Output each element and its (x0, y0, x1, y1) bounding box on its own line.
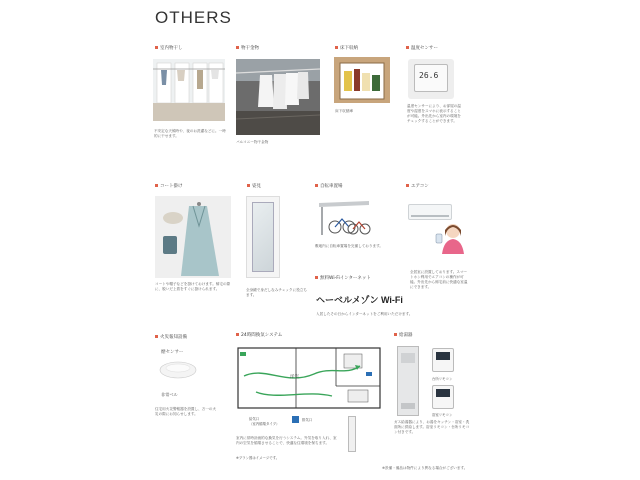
water-heater-photo (397, 346, 419, 416)
temp-sensor-label: 温度センサー (406, 46, 438, 52)
indoor-drying-photo (153, 59, 225, 121)
aircon-woman-illustration (432, 220, 466, 254)
ventilation-footnote: ※プラン図はイメージです。 (236, 456, 280, 460)
fire-alarm-bell: 非常ベル (161, 392, 178, 397)
mirror-label: 姿見 (247, 184, 261, 190)
ventilation-legend-in: 給気口 (249, 417, 260, 421)
ventilation-legend-out: 排気口 (302, 418, 313, 422)
ventilation-label: 24時間換気システム (236, 333, 282, 339)
laundry-pole-label: 物干金物 (236, 46, 259, 52)
bicycle-photo (315, 197, 373, 237)
water-heater-desc: ガス給湯器により、お湯をキッチン・浴室・洗面所に供給します。浴室リモコン・台所リモコン付きです。 (394, 420, 470, 434)
fire-alarm-label: 火災報知設備 (155, 335, 187, 341)
laundry-pole-desc: バルコニー物干金物 (236, 140, 269, 144)
kitchen-remote-photo (432, 348, 454, 372)
page-title: OTHERS (155, 8, 232, 27)
indoor-drying-label: 室内物干し (155, 46, 183, 52)
supply-arrow-icon (236, 416, 246, 422)
aircon-photo (408, 204, 452, 220)
ventilation-floorplan (236, 346, 382, 410)
mirror-desc: 全身鏡で身だしなみチェックに役立ちます。 (246, 288, 307, 297)
wifi-desc: 入居したその日からインターネットをご利用いただけます。 (316, 312, 413, 316)
vent-switch-photo (348, 416, 356, 452)
aircon-desc: 全居室に設置しております。スマートホン利用でエアコンの操作が可能。外出先から帰宅前に快適な室温にできます。 (410, 270, 468, 289)
mirror-photo (246, 196, 280, 278)
bath-remote-label: 浴室リモコン (432, 413, 453, 417)
ventilation-desc: 室内に常時計画的な換気を行うシステム。外気を取り入れ、室内の空気を循環させることで、快適な住環境を保ちます。 (236, 436, 337, 445)
fire-alarm-smoke-sensor: 煙センサー (161, 350, 184, 355)
fire-alarm-desc: 住宅用火災警報器を設置し、万一の火災の際にお知らせします。 (155, 407, 217, 416)
exhaust-fan-icon (292, 416, 299, 423)
ventilation-legend-in-note: （室内循環タイプ） (249, 422, 280, 426)
ventilation-room-label: 洋室 (290, 375, 299, 380)
bicycle-desc: 敷地内に自転車置場を完備しております。 (315, 244, 383, 248)
coat-hook-desc: コートや帽子などを掛けておけます。帰宅の際に、脱いだ上着をすぐに掛けられます。 (155, 282, 231, 291)
underfloor-desc: 床下収納庫 (335, 109, 353, 113)
temp-sensor-photo (408, 59, 454, 99)
bicycle-label: 自転車置場 (315, 184, 343, 190)
footer-note: ※設備・備品は物件により異なる場合がございます。 (382, 466, 468, 470)
smoke-detector-photo (158, 356, 198, 382)
temp-sensor-display: 26.6 (419, 71, 439, 80)
coat-hook-photo (155, 196, 231, 278)
wifi-label: 無料Wi-Fiインターネット (315, 276, 371, 282)
indoor-drying-desc: 不安定な天候時や、夜のお洗濯などに。一時的に干せます。 (154, 129, 226, 138)
underfloor-label: 床下収納 (335, 46, 358, 52)
laundry-pole-photo (236, 59, 320, 135)
temp-sensor-desc: 温度センサーにより、お部屋の温度や湿度をスマホに表示することが可能。外出先から室内の環境をチェックすることができます。 (407, 104, 461, 123)
aircon-label: エアコン (406, 184, 429, 190)
bath-remote-photo (432, 385, 454, 409)
water-heater-label: 給湯器 (394, 333, 413, 339)
underfloor-photo (334, 57, 390, 103)
wifi-logo: ヘーベルメゾン Wi-Fi (316, 295, 403, 305)
coat-hook-label: コート掛け (155, 184, 183, 190)
kitchen-remote-label: 台所リモコン (432, 377, 453, 381)
